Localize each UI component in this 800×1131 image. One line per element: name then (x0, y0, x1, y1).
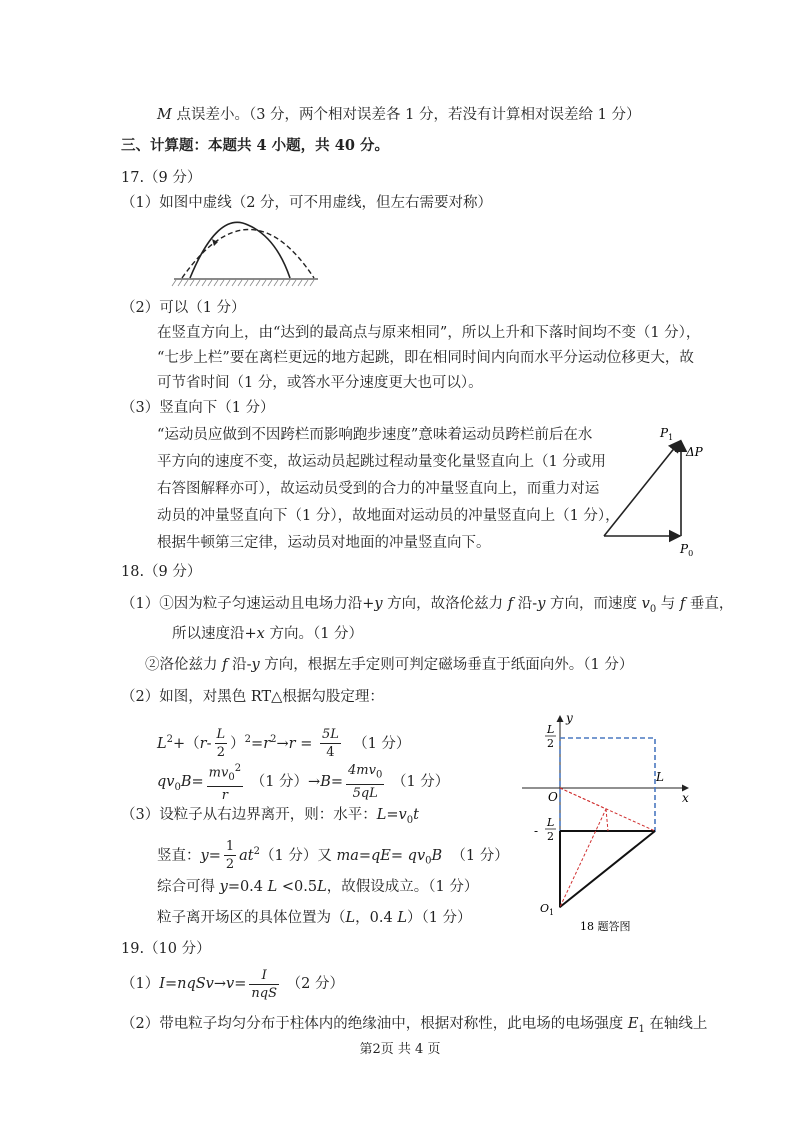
svg-text:2: 2 (547, 830, 554, 843)
svg-text:P1: $P_1$ (660, 426, 674, 442)
q18-number: 18.（9 分） (121, 564, 202, 580)
q18-part3-line4: 粒子离开场区的具体位置为（L，0.4 L）（1 分） (157, 910, 472, 926)
label-L-top: L (547, 723, 555, 736)
q17-part3-line1: “运动员应做到不因跨栏而影响跑步速度”意味着运动员跨栏前后在水 (157, 427, 593, 443)
q18-answer-figure (520, 708, 700, 938)
q19-part2: （2）带电粒子均匀分布于柱体内的绝缘油中，根据对称性，此电场的电场强度 $E_1$ 在轴线上 (121, 1016, 708, 1035)
q17-part1: （1）如图中虚线（2 分，可不用虚线，但左右需要对称） (121, 195, 493, 211)
field-region (560, 738, 655, 831)
label-p1: P (660, 426, 669, 440)
svg-text:2: 2 (547, 737, 554, 750)
svg-text:O1: $O_1$ (540, 902, 555, 917)
section-title: 三、计算题：本题共 4 小题，共 40 分。 (121, 137, 389, 154)
q17-part3-line2: 平方向的速度不变，故运动员起跳过程动量变化量竖直向上（1 分或用 (157, 454, 606, 470)
q17-part3-line3: 右答图解释亦可），故运动员受到的合力的冲量竖直向上，而重力对运 (157, 481, 600, 497)
q17-number: 17.（9 分） (121, 170, 202, 186)
q17-part2-line2: “七步上栏”要在离栏更远的地方起跳，即在相同时间内向而水平分运动位移更大，故 (157, 350, 694, 366)
q17-part3-line4: 动员的冲量竖直向下（1 分），故地面对运动员的冲量竖直向上（1 分）， (157, 508, 620, 524)
triangle-hypotenuse (560, 831, 655, 907)
perp-line (606, 809, 608, 831)
label-x: x (682, 791, 689, 805)
page-footer: 第2页 共 4 页 (359, 1042, 441, 1057)
q17-part3-line5: 根据牛顿第三定律，运动员对地面的冲量竖直向下。 (157, 535, 491, 551)
q19-number: 19.（10 分） (121, 941, 211, 957)
q18-part3-line2: 竖直：y= $\frac{1}{2}$ $at^2(1$ 分）又 $ma=qE= qv_0B$ （1 分） (157, 839, 509, 873)
q17-part2-line1: 在竖直方向上，由“达到的最高点与原来相同”，所以上升和下落时间均不变（1 分）， (157, 325, 701, 341)
q18-part1-line1: （1）①因为粒子匀速运动且电场力沿+y 方向，故洛伦兹力 f 沿-y 方向，而速度 $v_0$ 与 f 垂直， (121, 596, 734, 615)
svg-text:P0: $P_0$ (680, 542, 694, 558)
q17-part2-line3: 可节省时间（1 分，或答水平分速度更大也可以）。 (157, 375, 483, 391)
label-p0: P (680, 542, 689, 556)
label-origin: O (548, 790, 558, 804)
label-neg: - (534, 824, 539, 838)
q18-part3-line1: （3）设粒子从右边界离开，则：水平：$L=v_0t$ (121, 807, 419, 826)
label-O1: O (540, 902, 550, 915)
q18-part3-line3: 综合可得 y=0.4 L <0.5L，故假设成立。（1 分） (157, 879, 479, 895)
q18-part1-line3: ②洛伦兹力 f 沿-y 方向，根据左手定则可判定磁场垂直于纸面向外。（1 分） (145, 657, 634, 673)
label-L-bottom: L (547, 816, 555, 829)
trajectory-figure (168, 215, 323, 290)
label-delta-p: ΔP (686, 445, 703, 459)
q17-part2-head: （2）可以（1 分） (121, 300, 246, 316)
q18-part2-head: （2）如图，对黑色 RT△根据勾股定理： (121, 689, 384, 705)
label-L-axis: L (656, 770, 664, 784)
vector-p1 (604, 441, 680, 536)
label-y: y (566, 711, 573, 725)
q19-part1: （1）I=nqSv→v= $\frac{I}{\text{nqS}}$ （2 分） (121, 967, 344, 1001)
ground-hatch (172, 280, 314, 286)
figure-caption: 18 题答图 (580, 920, 631, 933)
q17-part3-head: （3）竖直向下（1 分） (121, 400, 275, 416)
q18-equation1: $L^2+(r-$ $\frac{L}{2}$ ）$^2=r^2\to r$ = $\frac{5L}{4}$ （1 分） (157, 727, 411, 761)
q18-equation2: $qv_0B=$ $\frac{mv_0^2}{r}$ （1 分）→B= $\frac{4mv_0}{5qL}$ （1 分） (157, 760, 449, 800)
carryover-line: M 点误差小。（3 分，两个相对误差各 1 分，若没有计算相对误差给 1 分） (157, 107, 641, 123)
momentum-vector-figure (600, 422, 710, 560)
q18-part1-line2: 所以速度沿+x 方向。（1 分） (172, 626, 364, 642)
